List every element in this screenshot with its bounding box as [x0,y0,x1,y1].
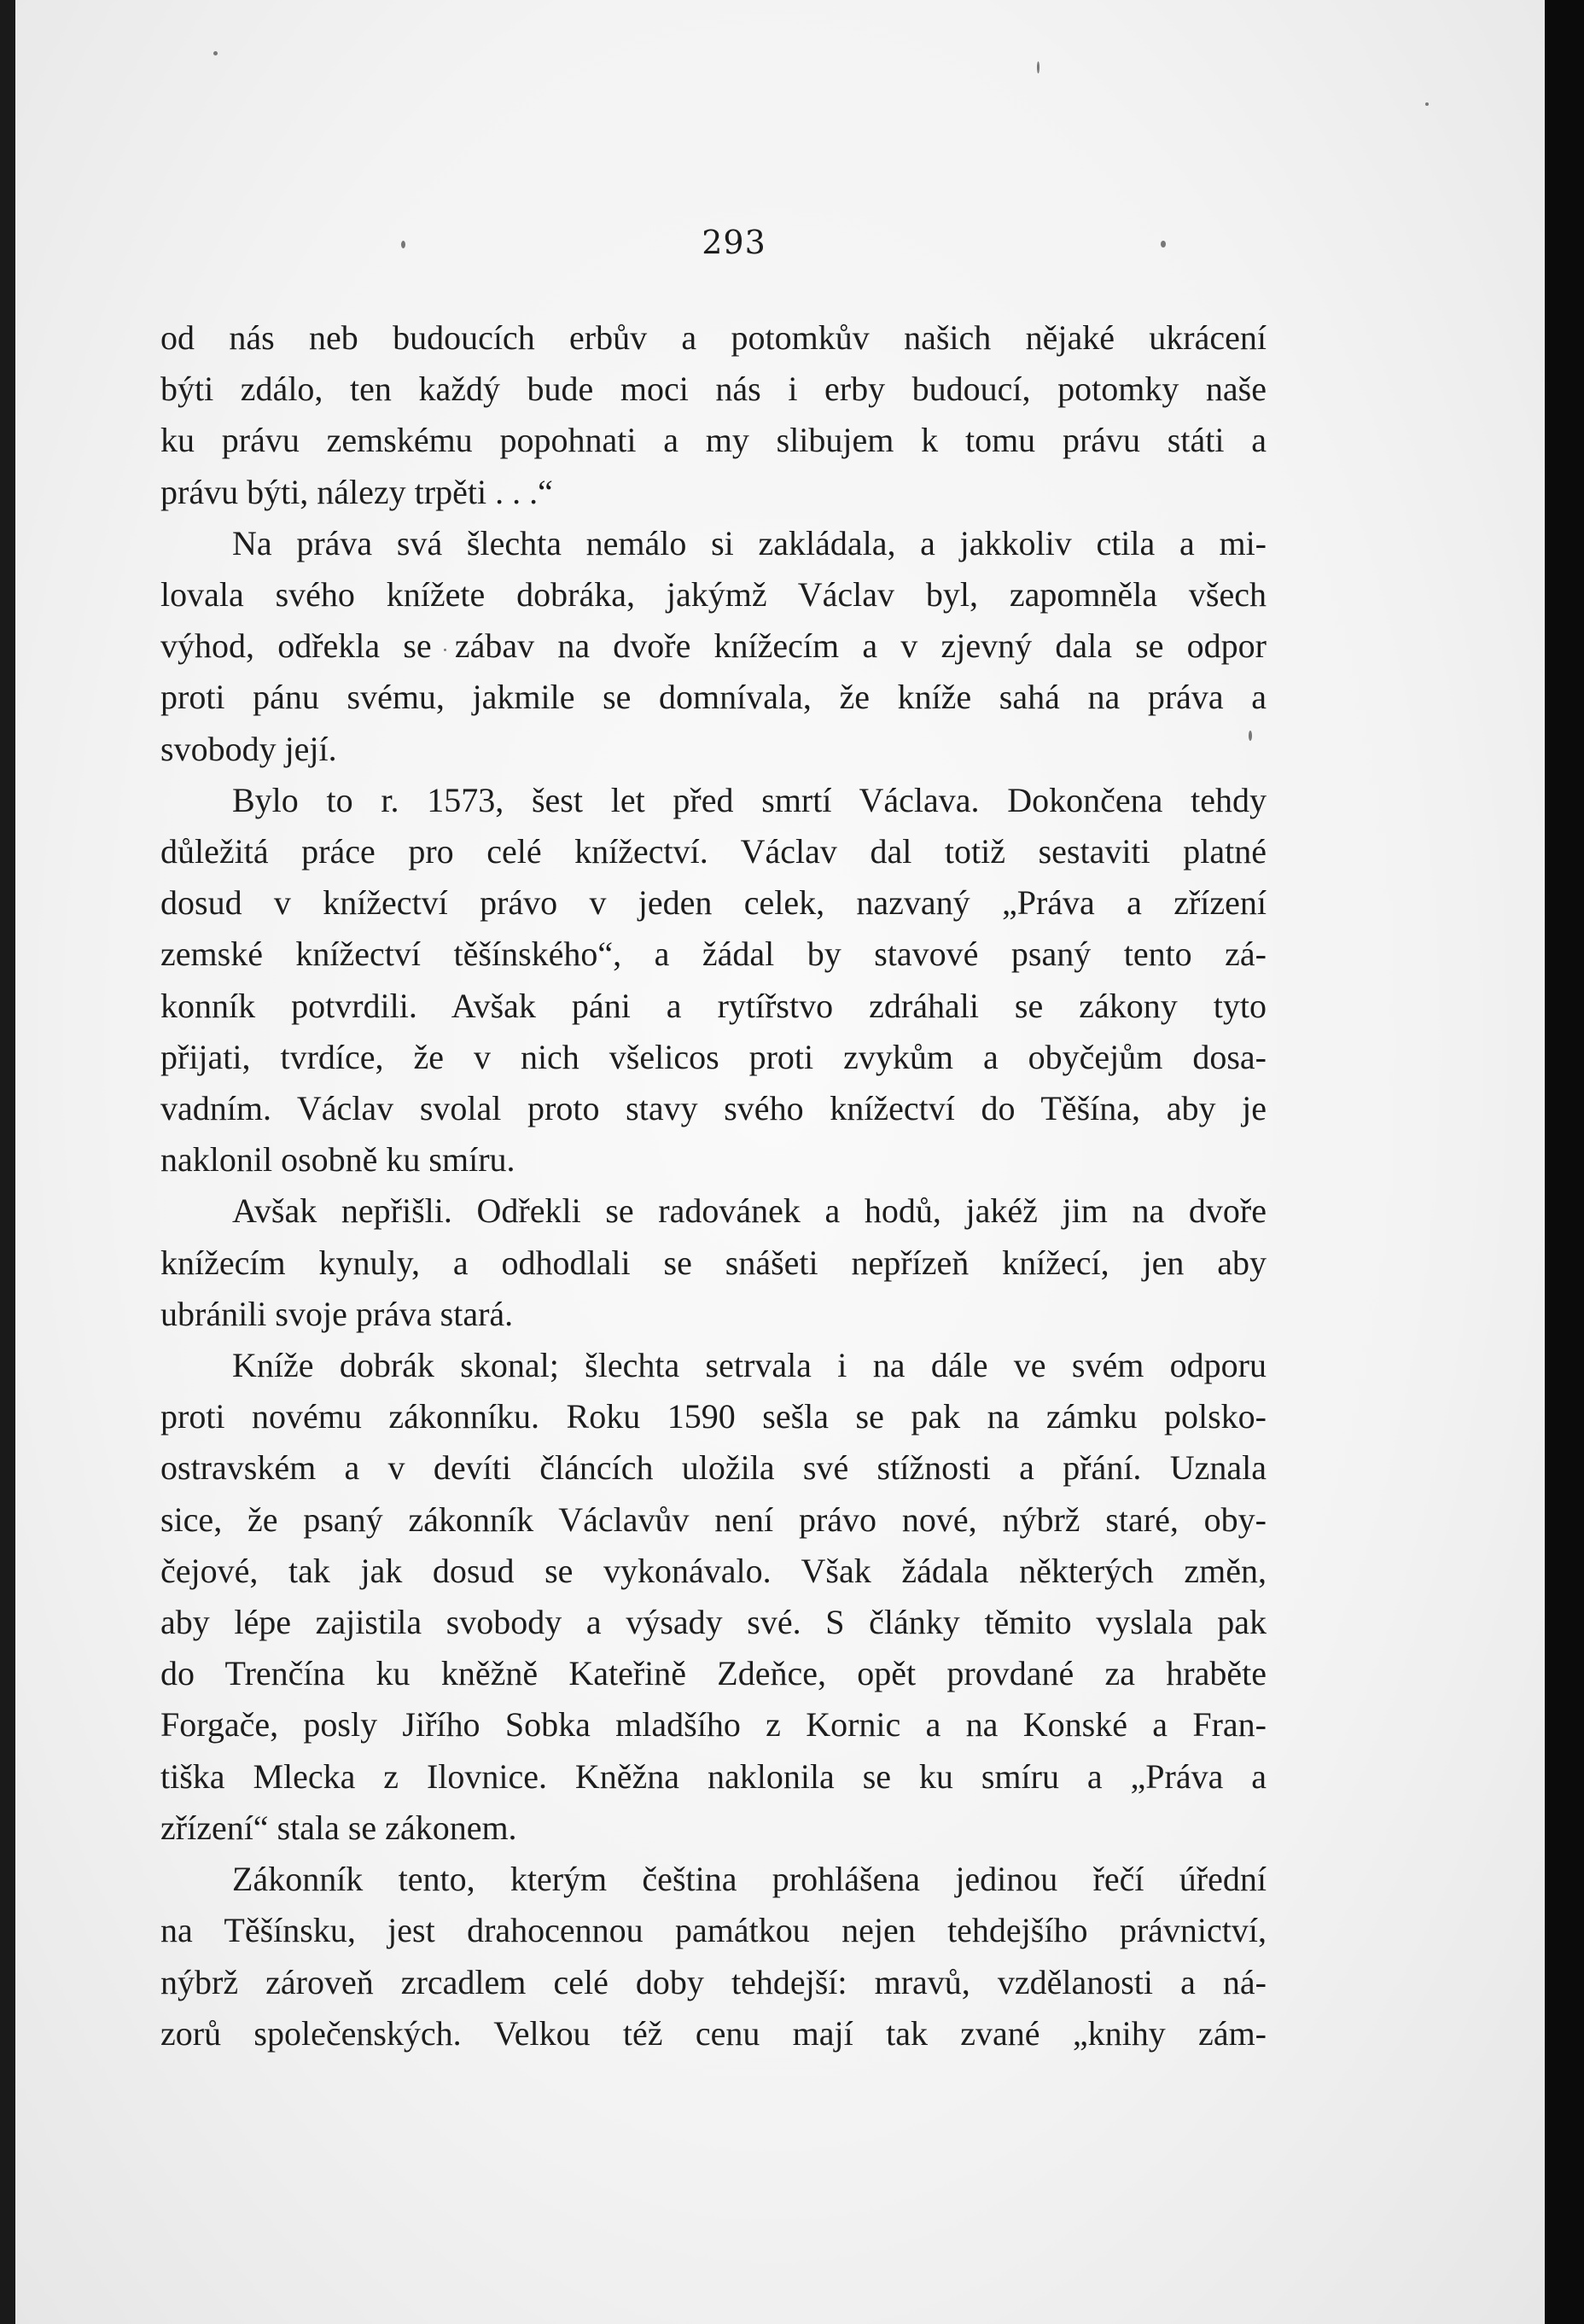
scan-speck [213,51,218,55]
scan-right-border [1545,0,1584,2324]
text-line: důležitá práce pro celé knížectví. Václav dal totiž sestaviti platné [160,832,1267,871]
text-line: přijati, tvrdíce, že v nich všelicos proti zvykům a obyčejům dosa- [160,1037,1267,1076]
text-line: ku právu zemskému popohnati a my slibujem k tomu právu státi a [160,421,1267,460]
text-line: aby lépe zajistila svobody a výsady své. S články těmito vyslala pak [160,1603,1267,1642]
text-line: Na práva svá šlechta nemálo si zakládala, a jakkoliv ctila a mi- [232,523,1267,562]
text-line: zřízení“ stala se zákonem. [160,1808,517,1847]
body-text [160,312,1267,2059]
text-line: tiška Mlecka z Ilovnice. Kněžna naklonila se ku smíru a „Práva a [160,1756,1267,1796]
text-line: Kníže dobrák skonal; šlechta setrvala i na dále ve svém odporu [232,1346,1267,1385]
scan-left-border [0,0,15,2324]
text-line: lovala svého knížete dobráka, jakýmž Václav byl, zapomněla všech [160,575,1267,614]
scan-speck [1425,102,1429,106]
text-line: konník potvrdili. Avšak páni a rytířstvo zdráhali se zákony tyto [160,986,1267,1025]
text-line: dosud v knížectví právo v jeden celek, nazvaný „Práva a zřízení [160,883,1267,923]
text-line: býti zdálo, ten každý bude moci nás i erby budoucí, potomky naše [160,370,1267,409]
page-number: 293 [702,224,766,261]
text-line: na Těšínsku, jest drahocennou památkou nejen tehdejšího právnictví, [160,1911,1267,1950]
text-line: proti novému zákonníku. Roku 1590 sešla se pak na zámku polsko- [160,1397,1267,1436]
text-line: Avšak nepřišli. Odřekli se radovánek a hodů, jakéž jim na dvoře [232,1191,1267,1231]
text-line: vadním. Václav svolal proto stavy svého knížectví do Těšína, aby je [160,1089,1267,1128]
text-line: ostravském a v devíti článcích uložila své stížnosti a přání. Uznala [160,1448,1267,1488]
text-line: Zákonník tento, kterým čeština prohlášena jedinou řečí úřední [232,1860,1267,1899]
scan-speck [1037,61,1040,73]
text-line: zorů společenských. Velkou též cenu mají tak zvané „knihy zám- [160,2013,1267,2053]
text-line: od nás neb budoucích erbův a potomkův našich nějaké ukrácení [160,318,1267,357]
text-line: sice, že psaný zákonník Václavův není právo nové, nýbrž staré, oby- [160,1500,1267,1539]
scan-speck [401,241,405,248]
text-line: Bylo to r. 1573, šest let před smrtí Václava. Dokončena tehdy [232,780,1267,819]
text-line: právu býti, nálezy trpěti . . .“ [160,472,553,511]
text-line: proti pánu svému, jakmile se domnívala, že kníže sahá na práva a [160,678,1267,717]
text-line: zemské knížectví těšínského“, a žádal by stavové psaný tento zá- [160,935,1267,974]
text-line: ubránili svoje práva stará. [160,1294,514,1333]
text-line: výhod, odřekla se zábav na dvoře knížecím a v zjevný dala se odpor [160,626,1267,666]
text-line: naklonil osobně ku smíru. [160,1140,515,1179]
text-line: nýbrž zároveň zrcadlem celé doby tehdejší: mravů, vzdělanosti a ná- [160,1962,1267,2001]
text-line: Forgače, posly Jiřího Sobka mladšího z Kornic a na Konské a Fran- [160,1705,1267,1744]
text-line: knížecím kynuly, a odhodlali se snášeti nepřízeň knížecí, jen aby [160,1243,1267,1282]
text-line: svobody její. [160,729,337,768]
text-line: do Trenčína ku kněžně Kateřině Zdeňce, opět provdané za hraběte [160,1654,1267,1693]
text-line: čejové, tak jak dosud se vykonávalo. Však žádala některých změn, [160,1551,1267,1590]
scan-speck [1161,241,1166,248]
